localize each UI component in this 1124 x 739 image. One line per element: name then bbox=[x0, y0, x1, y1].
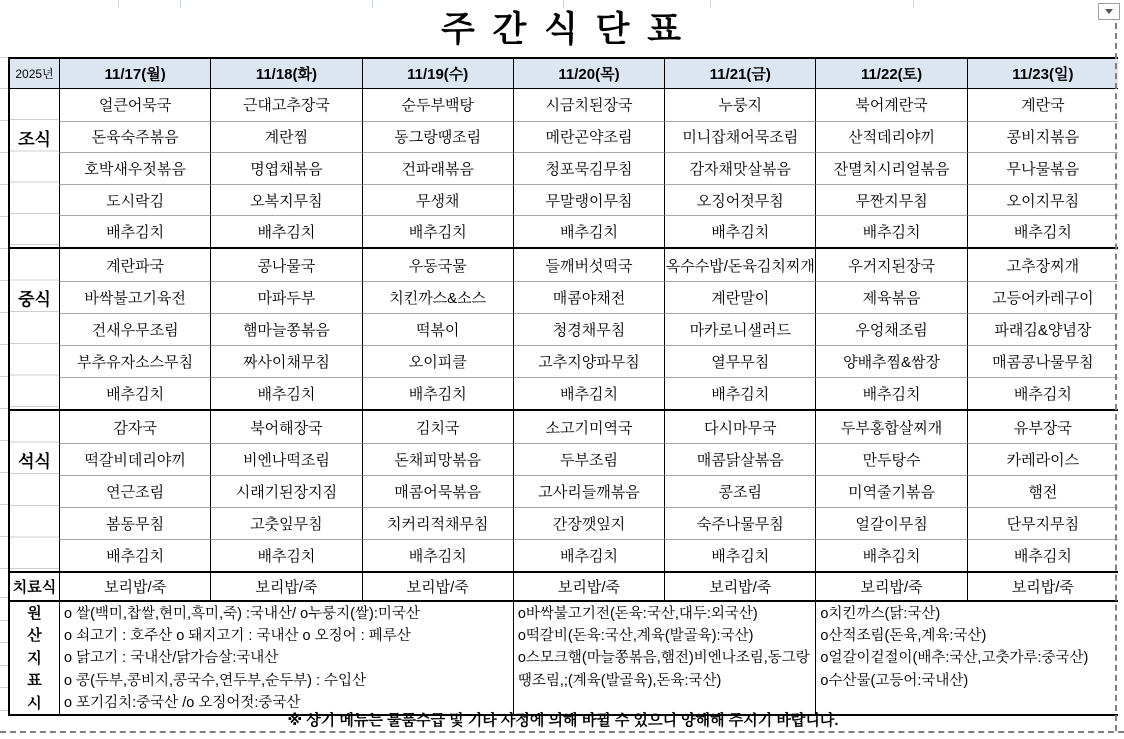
menu-cell: 오복지무침 bbox=[210, 184, 361, 216]
menu-cell: 간장깻잎지 bbox=[513, 507, 664, 539]
menu-cell: 양배추찜&쌈장 bbox=[815, 345, 966, 377]
menu-cell: 떡갈비데리야끼 bbox=[59, 443, 210, 475]
menu-cell: 숙주나물무침 bbox=[664, 507, 815, 539]
menu-cell: 배추김치 bbox=[59, 539, 210, 571]
menu-cell: 소고기미역국 bbox=[513, 411, 664, 443]
page-break-line-vertical bbox=[1115, 23, 1117, 731]
menu-cell: 명엽채볶음 bbox=[210, 152, 361, 184]
day-header: 11/17(월) bbox=[59, 59, 210, 88]
origin-line: o 닭고기 : 국내산/닭가슴살:국내산 bbox=[64, 650, 279, 667]
menu-cell: 콩조림 bbox=[664, 475, 815, 507]
origin-line: o얼갈이겉절이(배추:국산,고춧가루:중국산) bbox=[820, 650, 1089, 667]
menu-cell: 마파두부 bbox=[210, 281, 361, 313]
therapy-cell: 보리밥/죽 bbox=[513, 573, 664, 600]
menu-cell: 치커리적채무침 bbox=[362, 507, 513, 539]
origin-label-char: 지 bbox=[27, 649, 42, 667]
menu-cell: 배추김치 bbox=[362, 377, 513, 409]
menu-cell: 배추김치 bbox=[664, 377, 815, 409]
menu-cell: 배추김치 bbox=[362, 215, 513, 247]
menu-cell: 콩비지볶음 bbox=[967, 121, 1118, 153]
menu-cell: 배추김치 bbox=[210, 215, 361, 247]
menu-cell: 우엉채조림 bbox=[815, 313, 966, 345]
menu-cell: 카레라이스 bbox=[967, 443, 1118, 475]
therapy-cell: 보리밥/죽 bbox=[967, 573, 1118, 600]
therapy-cell: 보리밥/죽 bbox=[59, 573, 210, 600]
menu-cell: 동그랑땡조림 bbox=[362, 121, 513, 153]
menu-cell: 오이지무침 bbox=[967, 184, 1118, 216]
chevron-down-icon bbox=[1105, 9, 1113, 14]
menu-cell: 유부장국 bbox=[967, 411, 1118, 443]
dropdown-button[interactable] bbox=[1098, 3, 1120, 20]
menu-cell: 바싹불고기육전 bbox=[59, 281, 210, 313]
menu-cell: 미역줄기볶음 bbox=[815, 475, 966, 507]
menu-cell: 햄전 bbox=[967, 475, 1118, 507]
origin-block bbox=[59, 602, 513, 715]
menu-cell: 두부홍합살찌개 bbox=[815, 411, 966, 443]
menu-cell: 비엔나떡조림 bbox=[210, 443, 361, 475]
menu-cell: 들깨버섯떡국 bbox=[513, 249, 664, 281]
origin-line: o바싹불고기전(돈육:국산,대두:외국산) bbox=[517, 606, 758, 622]
menu-cell: 우동국물 bbox=[362, 249, 513, 281]
origin-line: o 콩(두부,콩비지,콩국수,연두부,순두부) : 수입산 bbox=[64, 672, 367, 689]
menu-cell: 무말랭이무침 bbox=[513, 184, 664, 216]
day-header: 11/20(목) bbox=[513, 59, 664, 88]
menu-cell: 고사리들깨볶음 bbox=[513, 475, 664, 507]
therapy-cell: 보리밥/죽 bbox=[210, 573, 361, 600]
menu-cell: 메란곤약조림 bbox=[513, 121, 664, 153]
menu-cell: 감자국 bbox=[59, 411, 210, 443]
menu-cell: 근대고추장국 bbox=[210, 89, 361, 121]
meal-section bbox=[10, 409, 1118, 571]
origin-line: o치킨까스(닭:국산) bbox=[820, 606, 941, 622]
menu-cell: 얼갈이무침 bbox=[815, 507, 966, 539]
menu-cell: 매콤어묵볶음 bbox=[362, 475, 513, 507]
page-title: 주 간 식 단 표 bbox=[441, 10, 685, 49]
menu-cell: 미니잡채어묵조림 bbox=[664, 121, 815, 153]
meal-section bbox=[10, 89, 1118, 247]
menu-cell: 오징어젓무침 bbox=[664, 184, 815, 216]
menu-cell: 배추김치 bbox=[967, 539, 1118, 571]
menu-cell: 누룽지 bbox=[664, 89, 815, 121]
menu-cell: 청포묵김무침 bbox=[513, 152, 664, 184]
menu-cell: 매콤닭살볶음 bbox=[664, 443, 815, 475]
header-row bbox=[10, 59, 1118, 89]
menu-cell: 우거지된장국 bbox=[815, 249, 966, 281]
menu-cell: 배추김치 bbox=[815, 539, 966, 571]
menu-cell: 산적데리야끼 bbox=[815, 121, 966, 153]
menu-cell: 배추김치 bbox=[815, 377, 966, 409]
menu-cell: 매콤콩나물무침 bbox=[967, 345, 1118, 377]
menu-cell: 계란국 bbox=[967, 89, 1118, 121]
menu-cell: 치킨까스&소스 bbox=[362, 281, 513, 313]
menu-cell: 북어해장국 bbox=[210, 411, 361, 443]
origin-block bbox=[513, 602, 816, 715]
menu-cell: 배추김치 bbox=[513, 215, 664, 247]
menu-cell: 봄동무침 bbox=[59, 507, 210, 539]
menu-cell: 무짠지무침 bbox=[815, 184, 966, 216]
menu-cell: 건파래볶음 bbox=[362, 152, 513, 184]
menu-cell: 콩나물국 bbox=[210, 249, 361, 281]
menu-cell: 고춧잎무침 bbox=[210, 507, 361, 539]
origin-label-char: 표 bbox=[27, 672, 42, 690]
menu-cell: 배추김치 bbox=[664, 215, 815, 247]
menu-cell: 배추김치 bbox=[59, 215, 210, 247]
menu-cell: 잔멸치시리얼볶음 bbox=[815, 152, 966, 184]
weekly-menu-table bbox=[8, 57, 1118, 716]
menu-cell: 떡볶이 bbox=[362, 313, 513, 345]
origin-section bbox=[10, 602, 1118, 714]
menu-cell: 배추김치 bbox=[513, 539, 664, 571]
menu-cell: 배추김치 bbox=[967, 377, 1118, 409]
menu-cell: 청경채무침 bbox=[513, 313, 664, 345]
menu-cell: 열무무침 bbox=[664, 345, 815, 377]
menu-cell: 오이피클 bbox=[362, 345, 513, 377]
menu-cell: 파래김&양념장 bbox=[967, 313, 1118, 345]
meal-sections bbox=[10, 89, 1118, 571]
menu-cell: 짜사이채무침 bbox=[210, 345, 361, 377]
menu-cell: 시래기된장지짐 bbox=[210, 475, 361, 507]
menu-cell: 만두탕수 bbox=[815, 443, 966, 475]
year-label: 2025년 bbox=[15, 67, 54, 81]
menu-cell: 배추김치 bbox=[210, 539, 361, 571]
menu-cell: 매콤야채전 bbox=[513, 281, 664, 313]
menu-cell: 순두부백탕 bbox=[362, 89, 513, 121]
menu-cell: 호박새우젓볶음 bbox=[59, 152, 210, 184]
menu-cell: 단무지무침 bbox=[967, 507, 1118, 539]
day-header: 11/18(화) bbox=[210, 59, 361, 88]
menu-cell: 배추김치 bbox=[210, 377, 361, 409]
origin-label-char: 산 bbox=[27, 627, 42, 645]
meal-section-label: 조식 bbox=[10, 89, 59, 247]
therapy-row bbox=[10, 571, 1118, 602]
menu-cell: 고추지양파무침 bbox=[513, 345, 664, 377]
origin-block bbox=[815, 602, 1118, 715]
menu-cell: 계란말이 bbox=[664, 281, 815, 313]
menu-cell: 배추김치 bbox=[59, 377, 210, 409]
origin-line: o산적조림(돈육,계육:국산) bbox=[820, 628, 987, 645]
menu-cell: 김치국 bbox=[362, 411, 513, 443]
origin-section-label bbox=[10, 602, 59, 715]
menu-cell: 무나물볶음 bbox=[967, 152, 1118, 184]
menu-cell: 햄마늘쫑볶음 bbox=[210, 313, 361, 345]
day-header: 11/19(수) bbox=[362, 59, 513, 88]
origin-line: o떡갈비(돈육:국산,계육(발골육):국산) bbox=[517, 628, 754, 645]
menu-cell: 북어계란국 bbox=[815, 89, 966, 121]
therapy-cell: 보리밥/죽 bbox=[664, 573, 815, 600]
origin-label-char: 원 bbox=[27, 605, 42, 622]
menu-cell: 고추장찌개 bbox=[967, 249, 1118, 281]
menu-cell: 옥수수밥/돈육김치찌개 bbox=[664, 249, 815, 281]
menu-cell: 배추김치 bbox=[967, 215, 1118, 247]
origin-label-char: 시 bbox=[27, 694, 42, 712]
menu-cell: 돈채피망볶음 bbox=[362, 443, 513, 475]
menu-cell: 배추김치 bbox=[664, 539, 815, 571]
meal-section-label: 중식 bbox=[10, 249, 59, 409]
therapy-row-label: 치료식 bbox=[12, 579, 57, 596]
origin-line: o 포기김치:중국산 /o 오징어젓:중국산 bbox=[64, 694, 301, 711]
menu-cell: 연근조림 bbox=[59, 475, 210, 507]
therapy-cell: 보리밥/죽 bbox=[362, 573, 513, 600]
meal-section-label: 석식 bbox=[10, 411, 59, 571]
menu-cell: 얼큰어묵국 bbox=[59, 89, 210, 121]
menu-cell: 배추김치 bbox=[362, 539, 513, 571]
day-header: 11/21(금) bbox=[664, 59, 815, 88]
menu-cell: 배추김치 bbox=[513, 377, 664, 409]
menu-cell: 시금치된장국 bbox=[513, 89, 664, 121]
origin-line: o 쌀(백미,찹쌀,현미,흑미,죽) :국내산/ o누룽지(쌀):미국산 bbox=[64, 606, 420, 622]
menu-cell: 건새우무조림 bbox=[59, 313, 210, 345]
page-break-line-horizontal bbox=[0, 731, 1124, 733]
menu-cell: 감자채맛살볶음 bbox=[664, 152, 815, 184]
menu-cell: 도시락김 bbox=[59, 184, 210, 216]
meal-section bbox=[10, 247, 1118, 409]
menu-cell: 마카로니샐러드 bbox=[664, 313, 815, 345]
menu-cell: 계란찜 bbox=[210, 121, 361, 153]
menu-cell: 제육볶음 bbox=[815, 281, 966, 313]
origin-line: o스모크햄(마늘쫑볶음,햄전)비엔나조림,동그랑땡조림,;(계육(발골육),돈육:국산) bbox=[517, 650, 810, 689]
menu-cell: 두부조림 bbox=[513, 443, 664, 475]
gridline-stubs-left bbox=[0, 57, 8, 58]
origin-line: o 쇠고기 : 호주산 o 돼지고기 : 국내산 o 오징어 : 페루산 bbox=[64, 628, 411, 645]
therapy-cell: 보리밥/죽 bbox=[815, 573, 966, 600]
day-header: 11/22(토) bbox=[815, 59, 966, 88]
footer-note: ※ 상기 메뉴는 물품수급 및 기타 사정에 의해 바뀔 수 있으니 양해해 주시기 바랍니다. bbox=[287, 712, 839, 729]
menu-cell: 배추김치 bbox=[815, 215, 966, 247]
menu-cell: 고등어카레구이 bbox=[967, 281, 1118, 313]
menu-cell: 다시마무국 bbox=[664, 411, 815, 443]
menu-cell: 부추유자소스무침 bbox=[59, 345, 210, 377]
origin-line: o수산물(고등어:국내산) bbox=[820, 672, 969, 689]
menu-cell: 돈육숙주볶음 bbox=[59, 121, 210, 153]
day-header: 11/23(일) bbox=[967, 59, 1118, 88]
menu-cell: 계란파국 bbox=[59, 249, 210, 281]
menu-cell: 무생채 bbox=[362, 184, 513, 216]
